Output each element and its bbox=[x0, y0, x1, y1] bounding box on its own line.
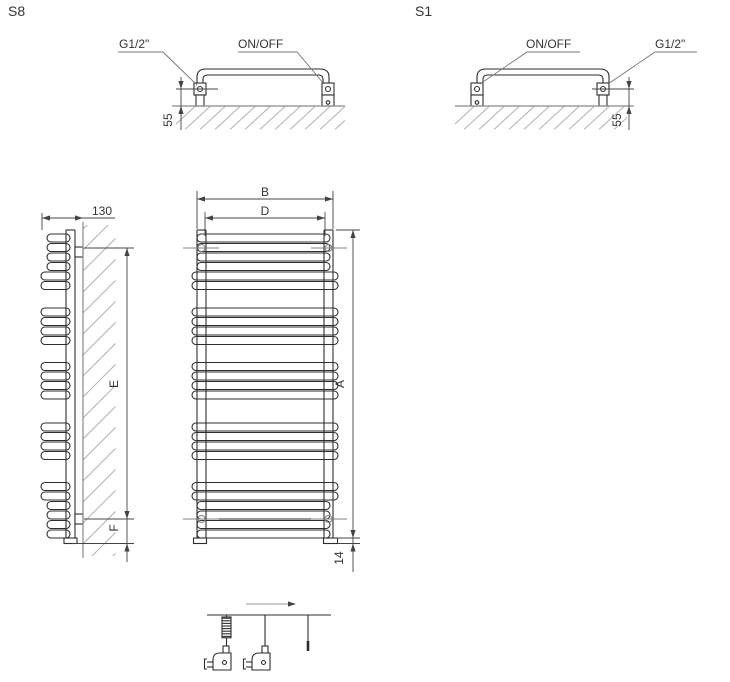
side-dim-f bbox=[72, 519, 134, 562]
rung bbox=[192, 433, 338, 441]
cable-options-diagram bbox=[205, 604, 332, 670]
rung bbox=[192, 492, 338, 500]
front-bottom-offset-value: 14 bbox=[332, 551, 346, 565]
front-left-foot bbox=[194, 538, 207, 544]
side-top-bracket bbox=[75, 247, 83, 257]
rung-side bbox=[47, 253, 70, 261]
hatch-lines bbox=[83, 107, 654, 587]
straight-cable-option bbox=[244, 615, 271, 670]
side-depth-value: 130 bbox=[92, 204, 113, 218]
rung bbox=[192, 327, 338, 335]
towel-bar-tube-outer bbox=[197, 69, 329, 83]
rung bbox=[197, 234, 330, 242]
rung-side bbox=[47, 521, 70, 529]
front-dim-d bbox=[205, 204, 325, 236]
rung bbox=[197, 263, 330, 271]
s8-connection-bracket bbox=[194, 83, 206, 106]
s8-wall-distance-value: 55 bbox=[161, 113, 175, 127]
rung-side bbox=[47, 502, 70, 510]
s8-connection-label: G1/2" bbox=[119, 37, 150, 51]
towel-bar-tube-inner bbox=[483, 75, 603, 83]
s8-dim-55 bbox=[161, 77, 218, 130]
rung bbox=[192, 442, 338, 450]
side-bottom-bracket bbox=[75, 514, 83, 524]
rung-side bbox=[47, 530, 70, 538]
rung-side bbox=[47, 234, 70, 242]
s1-switch-label: ON/OFF bbox=[526, 37, 572, 51]
front-overall-width-label: B bbox=[260, 185, 270, 199]
rung bbox=[197, 502, 330, 510]
rung bbox=[192, 483, 338, 491]
side-bracket-to-bottom-label: F bbox=[107, 524, 121, 532]
side-bottom-foot bbox=[64, 538, 77, 544]
s1-connection-bracket bbox=[597, 83, 609, 106]
rung-side bbox=[47, 511, 70, 519]
rung bbox=[192, 363, 338, 371]
front-bracket-markers bbox=[183, 245, 347, 523]
rung bbox=[192, 382, 338, 390]
s8-switch-bracket bbox=[322, 83, 334, 106]
side-dim-e bbox=[84, 248, 134, 519]
s8-switch-leader bbox=[238, 52, 324, 84]
rung bbox=[197, 521, 330, 529]
rung bbox=[192, 308, 338, 316]
s1-switch-leader bbox=[480, 52, 580, 84]
rung bbox=[192, 337, 338, 345]
front-connection-spacing-label: D bbox=[260, 204, 270, 218]
s1-connection-leader bbox=[608, 52, 697, 84]
spiral-cable-option bbox=[205, 615, 232, 670]
rung bbox=[192, 372, 338, 380]
rung bbox=[192, 272, 338, 280]
coil-lines bbox=[222, 618, 231, 636]
rung-side bbox=[47, 263, 70, 271]
s8-title: S8 bbox=[8, 3, 26, 19]
s1-top-view bbox=[415, 3, 697, 130]
s8-connection-leader bbox=[118, 52, 197, 85]
s1-connection-label: G1/2" bbox=[655, 37, 686, 51]
s8-switch-label: ON/OFF bbox=[238, 37, 284, 51]
front-rungs bbox=[192, 234, 338, 538]
rung bbox=[192, 318, 338, 326]
rung bbox=[192, 391, 338, 399]
s1-wall-distance-value: 55 bbox=[610, 113, 624, 127]
side-bracket-span-label: E bbox=[107, 379, 121, 389]
front-view bbox=[183, 185, 360, 572]
rung bbox=[192, 452, 338, 460]
side-view bbox=[41, 204, 134, 562]
rung bbox=[192, 423, 338, 431]
front-right-foot bbox=[324, 538, 338, 544]
rung bbox=[197, 530, 330, 538]
towel-bar-tube-outer bbox=[477, 69, 609, 83]
rung bbox=[197, 511, 330, 519]
towel-bar-tube-inner bbox=[203, 75, 323, 83]
front-left-collector bbox=[194, 230, 207, 544]
coiled-cord bbox=[222, 617, 231, 638]
rung-side bbox=[47, 244, 70, 252]
rung bbox=[192, 282, 338, 290]
front-dim-a bbox=[333, 230, 360, 538]
rung bbox=[197, 253, 330, 261]
s1-title: S1 bbox=[415, 3, 433, 19]
s1-switch-bracket bbox=[471, 83, 483, 106]
front-height-label: A bbox=[333, 379, 347, 389]
